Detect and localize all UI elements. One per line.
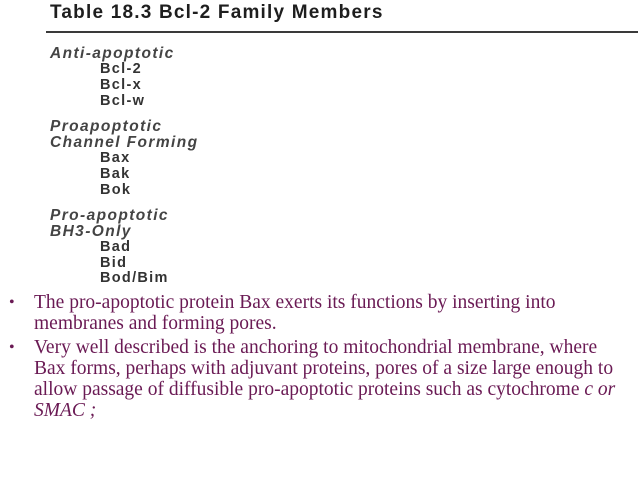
group-header-proapoptotic: Proapoptotic xyxy=(50,118,163,135)
member-bcl-w: Bcl-w xyxy=(100,93,146,109)
bullet-text: Very well described is the anchoring to mitochondrial membrane, where Bax forms, perhaps with adjuvant proteins, pores of a size large enough to allow passage of diffusible pro-apoptotic proteins such as cytochrome xyxy=(34,337,614,400)
bullet-dot-icon: • xyxy=(9,339,15,356)
member-bax: Bax xyxy=(100,150,131,166)
bullet-list xyxy=(0,292,638,424)
member-bcl-x: Bcl-x xyxy=(100,77,142,93)
table-title: Table 18.3 Bcl-2 Family Members xyxy=(50,2,384,23)
bullet-item xyxy=(0,337,638,421)
group-header-anti-apoptotic: Anti-apoptotic xyxy=(50,45,175,62)
bcl2-family-table xyxy=(38,0,558,286)
member-bak: Bak xyxy=(100,166,131,182)
member-bcl-2: Bcl-2 xyxy=(100,61,142,77)
group-header-pro-apoptotic: Pro-apoptotic xyxy=(50,207,169,224)
bullet-italic-text: c or SMAC ; xyxy=(34,379,616,421)
bullet-dot-icon: • xyxy=(9,294,15,311)
bullet-text: The pro-apoptotic protein Bax exerts its functions by inserting into membranes and forming pores. xyxy=(34,292,556,334)
member-bok: Bok xyxy=(100,182,132,198)
member-bid: Bid xyxy=(100,255,128,271)
title-rule xyxy=(46,31,638,33)
member-bad: Bad xyxy=(100,239,132,255)
group-subheader-bh3-only: BH3-Only xyxy=(50,223,132,240)
bullet-item xyxy=(0,292,638,334)
group-subheader-channel-forming: Channel Forming xyxy=(50,134,199,151)
member-bod-bim: Bod/Bim xyxy=(100,270,169,286)
